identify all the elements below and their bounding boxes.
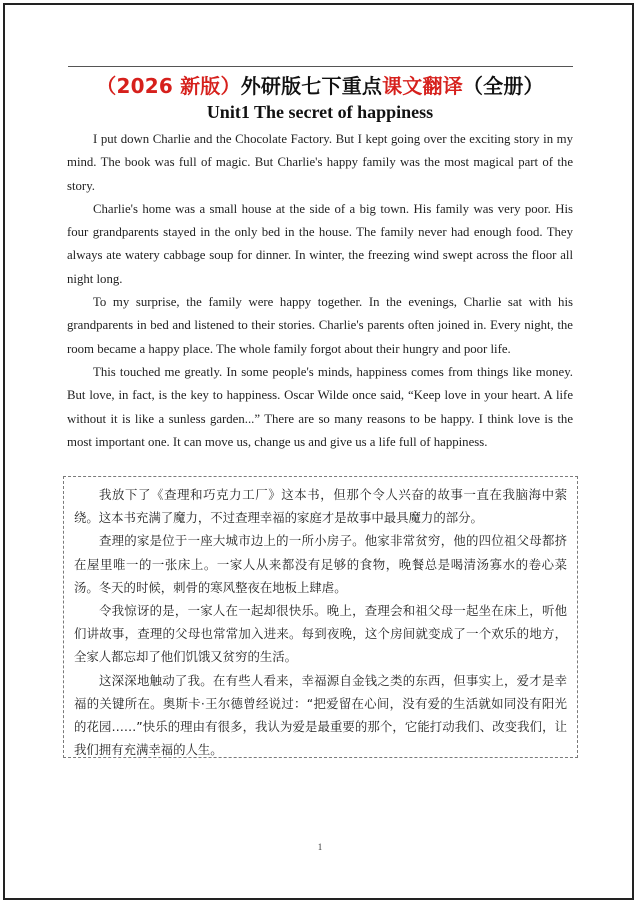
chinese-paragraph-2: 查理的家是位于一座大城市边上的一所小房子。他家非常贫穷，他的四位祖父母都挤在屋里唯一的一张床上。一家人从来都没有足够的食物，晚餐总是喝清汤寡水的卷心菜汤。冬天的时候，刺骨的寒风整夜在地板上肆虐。	[74, 533, 567, 595]
page-number: 1	[317, 842, 323, 852]
english-paragraph-2: Charlie's home was a small house at the side of a big town. His family was very poor. His four grandparents stayed in the only bed in the house. The family never had enough food. They always ate watery cabbage soup for dinner. In winter, the freezing wind swept across the floor all night long.	[67, 201, 573, 286]
english-paragraph-3: To my surprise, the family were happy together. In the evenings, Charlie sat with his grandparents in bed and listened to their stories. Charlie's parents often joined in. Every night, the room became a happy place. The whole family forgot about their hungry and poor life.	[67, 295, 573, 356]
title-highlight: 课文翻译	[382, 74, 463, 98]
title-main: 外研版七下重点	[240, 74, 383, 98]
title-suffix: （全册）	[462, 74, 544, 98]
chinese-paragraph-1: 我放下了《查理和巧克力工厂》这本书，但那个令人兴奋的故事一直在我脑海中萦绕。这本书充满了魔力，不过查理幸福的家庭才是故事中最具魔力的部分。	[74, 487, 567, 526]
title-edition: （2026 新版）	[96, 74, 241, 98]
header-rule	[68, 66, 573, 67]
english-paragraph-4: This touched me greatly. In some people's minds, happiness comes from things like money. But love, in fact, is the key to happiness. Oscar Wilde once said, “Keep love in your heart. A life without it is like a sunless garden...” There are so many reasons to be happy. I think love is the most important one. It can move us, change us and give us a life full of happiness.	[67, 364, 573, 449]
chinese-passage	[74, 483, 567, 761]
english-passage	[67, 128, 573, 454]
document-title	[0, 70, 640, 99]
chinese-paragraph-3: 令我惊讶的是，一家人在一起却很快乐。晚上，查理会和祖父母一起坐在床上，听他们讲故事，查理的父母也常常加入进来。每到夜晚，这个房间就变成了一个欢乐的地方，全家人都忘却了他们饥饿又贫穷的生活。	[74, 603, 567, 665]
english-paragraph-1: I put down Charlie and the Chocolate Factory. But I kept going over the exciting story in my mind. The book was full of magic. But Charlie's happy family was the most magical part of the story.	[67, 132, 573, 193]
unit-heading: Unit1 The secret of happiness	[206, 102, 434, 122]
chinese-translation-box	[63, 476, 578, 758]
chinese-paragraph-4: 这深深地触动了我。在有些人看来，幸福源自金钱之类的东西，但事实上，爱才是幸福的关键所在。奥斯卡·王尔德曾经说过：“把爱留在心间，没有爱的生活就如同没有阳光的花园……”快乐的理由有很多，我认为爱是最重要的那个，它能打动我们、改变我们，让我们拥有充满幸福的人生。	[74, 672, 567, 758]
